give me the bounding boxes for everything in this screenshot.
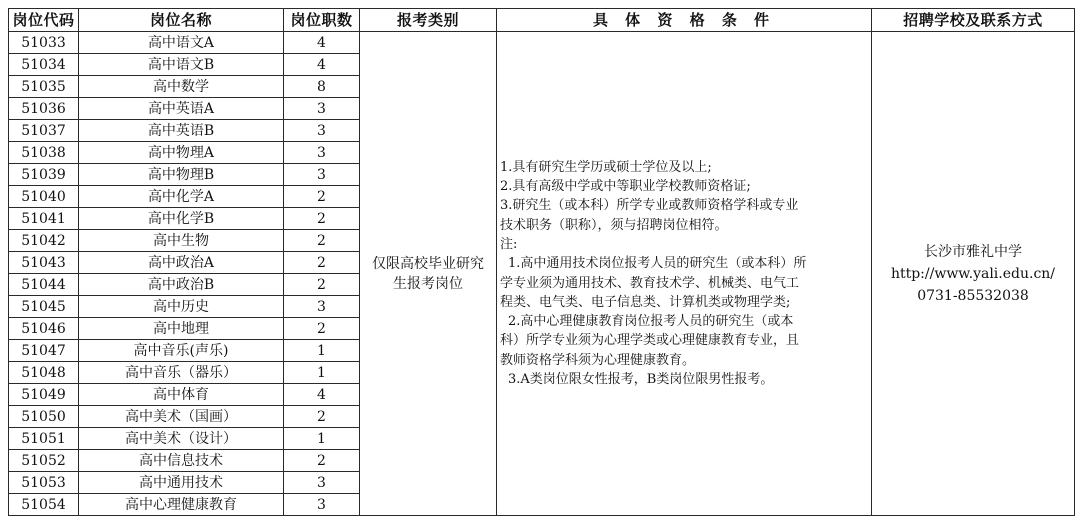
position-count: 2 [284, 252, 360, 274]
position-name: 高中音乐（器乐） [79, 362, 284, 384]
position-name: 高中化学B [79, 208, 284, 230]
position-name: 高中美术（国画） [79, 406, 284, 428]
condition-line: 学专业须为通用技术、教育技术学、机械类、电气工 [500, 275, 800, 291]
position-name: 高中物理A [79, 142, 284, 164]
condition-line: 3.研究生（或本科）所学专业或教师资格学科或专业 [500, 198, 799, 214]
position-count: 3 [284, 472, 360, 494]
condition-line: 技术职务（职称），须与招聘岗位相符。 [500, 217, 728, 233]
header-category: 报考类别 [360, 9, 497, 32]
qualification-conditions [497, 32, 872, 516]
position-code: 51038 [9, 142, 79, 164]
position-name: 高中生物 [79, 230, 284, 252]
school-contact [872, 32, 1075, 516]
condition-line: 程类、电气类、电子信息类、计算机类或物理学类; [500, 294, 791, 310]
table-row [9, 32, 1075, 54]
position-code: 51054 [9, 494, 79, 516]
position-name: 高中历史 [79, 296, 284, 318]
position-count: 3 [284, 120, 360, 142]
school-phone: 0731-85532038 [917, 287, 1029, 304]
position-name: 高中数学 [79, 76, 284, 98]
position-count: 8 [284, 76, 360, 98]
position-count: 1 [284, 340, 360, 362]
position-name: 高中美术（设计） [79, 428, 284, 450]
position-code: 51043 [9, 252, 79, 274]
header-contact: 招聘学校及联系方式 [872, 9, 1075, 32]
position-count: 3 [284, 494, 360, 516]
position-name: 高中地理 [79, 318, 284, 340]
position-code: 51044 [9, 274, 79, 296]
position-count: 4 [284, 54, 360, 76]
position-code: 51036 [9, 98, 79, 120]
position-count: 2 [284, 450, 360, 472]
position-code: 51049 [9, 384, 79, 406]
position-code: 51052 [9, 450, 79, 472]
header-name: 岗位名称 [79, 9, 284, 32]
header-count: 岗位职数 [284, 9, 360, 32]
position-count: 2 [284, 318, 360, 340]
position-count: 3 [284, 164, 360, 186]
position-name: 高中通用技术 [79, 472, 284, 494]
position-name: 高中语文A [79, 32, 284, 54]
position-count: 2 [284, 230, 360, 252]
position-count: 2 [284, 274, 360, 296]
position-code: 51037 [9, 120, 79, 142]
application-category: 仅限高校毕业研究生报考岗位 [360, 32, 497, 516]
school-website: http://www.yali.edu.cn/ [890, 265, 1056, 282]
position-name: 高中化学A [79, 186, 284, 208]
position-code: 51041 [9, 208, 79, 230]
position-count: 2 [284, 208, 360, 230]
position-name: 高中信息技术 [79, 450, 284, 472]
position-name: 高中政治B [79, 274, 284, 296]
position-count: 3 [284, 142, 360, 164]
position-count: 4 [284, 384, 360, 406]
position-count: 2 [284, 186, 360, 208]
position-count: 2 [284, 406, 360, 428]
position-count: 4 [284, 32, 360, 54]
recruitment-table-sheet [8, 8, 1074, 511]
condition-line: 1.高中通用技术岗位报考人员的研究生（或本科）所 [508, 256, 807, 272]
condition-line: 1.具有研究生学历或硕士学位及以上; [500, 159, 712, 175]
position-code: 51050 [9, 406, 79, 428]
position-name: 高中物理B [79, 164, 284, 186]
position-count: 3 [284, 98, 360, 120]
position-name: 高中英语B [79, 120, 284, 142]
header-row [9, 9, 1075, 32]
position-name: 高中语文B [79, 54, 284, 76]
position-name: 高中英语A [79, 98, 284, 120]
position-count: 3 [284, 296, 360, 318]
position-count: 1 [284, 362, 360, 384]
position-name: 高中政治A [79, 252, 284, 274]
position-code: 51045 [9, 296, 79, 318]
condition-line: 科）所学专业须为心理学类或心理健康教育专业，且 [500, 333, 800, 349]
position-code: 51042 [9, 230, 79, 252]
position-code: 51046 [9, 318, 79, 340]
condition-line: 2.高中心理健康教育岗位报考人员的研究生（或本 [508, 314, 794, 330]
position-name: 高中心理健康教育 [79, 494, 284, 516]
position-name: 高中体育 [79, 384, 284, 406]
condition-line: 2.具有高级中学或中等职业学校教师资格证; [500, 179, 751, 195]
school-name: 长沙市雅礼中学 [924, 243, 1022, 260]
position-code: 51051 [9, 428, 79, 450]
position-code: 51033 [9, 32, 79, 54]
position-code: 51040 [9, 186, 79, 208]
header-conditions: 具 体 资 格 条 件 [497, 9, 872, 32]
condition-line: 3.A类岗位限女性报考，B类岗位限男性报考。 [508, 371, 774, 387]
position-code: 51034 [9, 54, 79, 76]
position-code: 51053 [9, 472, 79, 494]
position-code: 51047 [9, 340, 79, 362]
condition-line: 教师资格学科须为心理健康教育。 [500, 352, 696, 368]
position-count: 1 [284, 428, 360, 450]
recruitment-table [8, 8, 1075, 516]
table-body [9, 32, 1075, 516]
position-code: 51048 [9, 362, 79, 384]
position-code: 51039 [9, 164, 79, 186]
position-code: 51035 [9, 76, 79, 98]
position-name: 高中音乐(声乐) [79, 340, 284, 362]
header-code: 岗位代码 [9, 9, 79, 32]
condition-line: 注: [500, 236, 518, 252]
